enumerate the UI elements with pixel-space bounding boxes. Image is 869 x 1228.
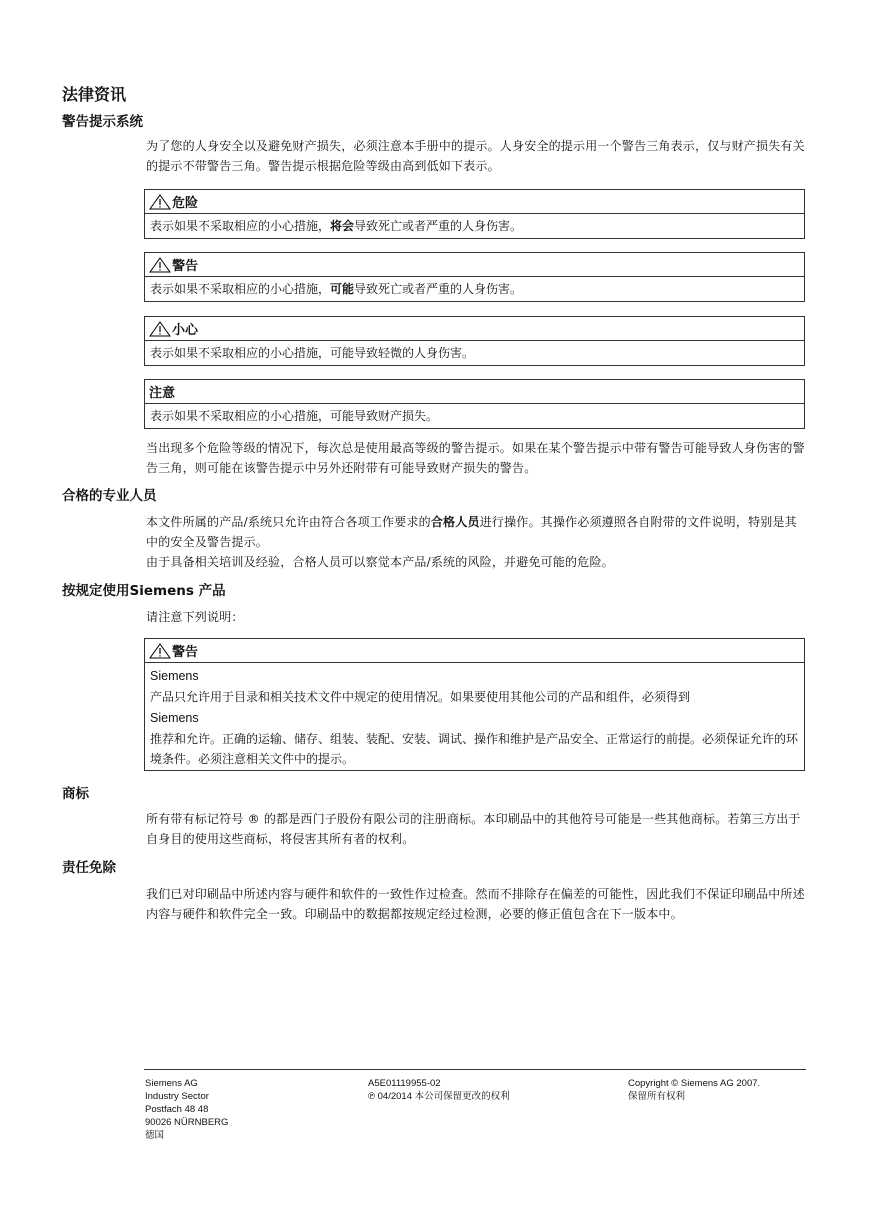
notice-text: 表示如果不采取相应的小心措施，可能导致死亡或者严重的人身伤害。 [150, 282, 523, 296]
notice-label: 警告 [172, 645, 199, 660]
warning-triangle-icon [149, 257, 171, 273]
notice-header [145, 317, 804, 341]
notice-emphasis: 将会 [330, 219, 355, 233]
qualified-para-2: 由于具备相关培训及经验，合格人员可以察觉本产品/系统的风险，并避免可能的危险。 [146, 555, 614, 569]
proper-use-intro: 请注意下列说明： [146, 610, 244, 624]
notice-text: 表示如果不采取相应的小心措施，可能导致轻微的人身伤害。 [150, 346, 475, 360]
warning-system-outro: 当出现多个危险等级的情况下，每次总是使用最高等级的警告提示。如果在某个警告提示中带有警告可能导致人身伤害的警告三角，则可能在该警告提示中另外还附带有可能导致财产损失的警告。 [146, 441, 805, 475]
section-heading-warning-system: 警告提示系统 [62, 114, 143, 130]
notice-line: 推荐和允许。正确的运输、储存、组装、装配、安装、调试、操作和维护是产品安全、正常运行的前提。必须保证允许的环境条件。必须注意相关文件中的提示。 [150, 732, 799, 766]
notice-header [145, 190, 804, 214]
trademarks-text: 所有带有标记符号 ® 的都是西门子股份有限公司的注册商标。本印刷品中的其他符号可能是一些其他商标。若第三方出于自身目的使用这些商标，将侵害其所有者的权利。 [146, 812, 801, 846]
notice-text [145, 663, 804, 770]
notice-label: 警告 [172, 259, 199, 274]
warning-triangle-icon [149, 643, 171, 659]
qualified-para-1: 本文件所属的产品/系统只允许由符合各项工作要求的合格人员进行操作。其操作必须遵照各自附带的文件说明，特别是其中的安全及警告提示。 [146, 515, 797, 549]
notice-emphasis: 可能 [330, 282, 355, 296]
footer-address: Siemens AG Industry Sector Postfach 48 48 90026 NÜRNBERG 德国 [145, 1078, 229, 1141]
notice-text: 表示如果不采取相应的小心措施，将会导致死亡或者严重的人身伤害。 [150, 219, 523, 233]
page-title: 法律资讯 [62, 85, 127, 104]
footer-divider [144, 1069, 806, 1070]
disclaimer-text: 我们已对印刷品中所述内容与硬件和软件的一致性作过检查。然而不排除存在偏差的可能性，因此我们不保证印刷品中所述内容与硬件和软件完全一致。印刷品中的数据都按规定经过检测，必要的修正值包含在下一版本中。 [146, 887, 805, 921]
notice-label: 小心 [172, 323, 199, 338]
notice-caution [144, 316, 805, 366]
notice-proper-use-warning [144, 638, 805, 771]
notice-text: 表示如果不采取相应的小心措施，可能导致财产损失。 [150, 409, 439, 423]
warning-system-intro: 为了您的人身安全以及避免财产损失，必须注意本手册中的提示。人身安全的提示用一个警告三角表示，仅与财产损失有关的提示不带警告三角。警告提示根据危险等级由高到低如下表示。 [146, 139, 805, 173]
notice-warning [144, 252, 805, 302]
section-heading-proper-use: 按规定使用Siemens 产品 [62, 583, 226, 599]
section-heading-disclaimer: 责任免除 [62, 860, 116, 876]
notice-line: 产品只允许用于目录和相关技术文件中规定的使用情况。如果要使用其他公司的产品和组件，必须得到 [150, 690, 691, 704]
footer-copyright: Copyright © Siemens AG 2007. 保留所有权利 [628, 1078, 761, 1102]
notice-label: 注意 [149, 386, 176, 401]
qualified-emphasis: 合格人员 [430, 515, 480, 529]
notice-label: 危险 [172, 196, 199, 211]
warning-triangle-icon [149, 194, 171, 210]
section-heading-trademarks: 商标 [62, 786, 89, 802]
notice-brand-line: Siemens [150, 669, 199, 683]
section-heading-qualified: 合格的专业人员 [62, 488, 157, 504]
notice-header [145, 253, 804, 277]
notice-note [144, 379, 805, 429]
notice-header [145, 380, 804, 404]
notice-brand-line: Siemens [150, 711, 199, 725]
warning-triangle-icon [149, 321, 171, 337]
notice-header [145, 639, 804, 663]
notice-danger [144, 189, 805, 239]
footer-document-number: A5E01119955-02 ℗ 04/2014 本公司保留更改的权利 [368, 1078, 510, 1102]
